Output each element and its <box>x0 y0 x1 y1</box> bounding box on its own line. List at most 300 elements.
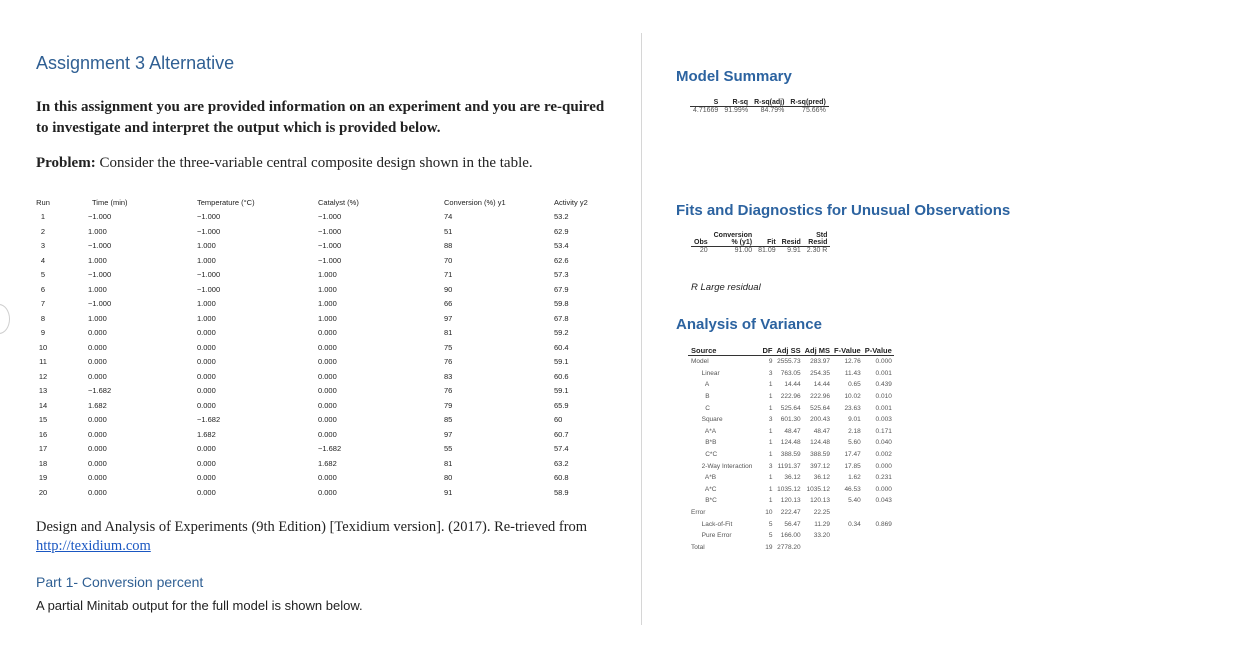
anova-cell: 525.64 <box>780 404 801 412</box>
design-table-row <box>20 369 614 384</box>
design-table-cell: 81 <box>444 328 453 338</box>
fits-heading: Fits and Diagnostics for Unusual Observations <box>676 202 1011 219</box>
design-table-cell: 0.000 <box>88 473 107 483</box>
design-table-cell: 0.000 <box>318 429 337 439</box>
design-table-cell: 60 <box>554 415 563 425</box>
large-residual-note: R Large residual <box>691 282 761 293</box>
design-table-cell: 83 <box>444 371 453 381</box>
anova-cell: B*C <box>698 497 717 505</box>
design-table-row <box>20 239 614 254</box>
anova-cell: 1.62 <box>848 474 861 482</box>
model-summary-header-cell: R-sq(adj) <box>751 99 787 107</box>
anova-cell: 388.59 <box>780 451 801 459</box>
anova-cell: 9 <box>768 358 773 366</box>
problem-statement <box>36 155 533 172</box>
anova-cell: Error <box>691 509 706 517</box>
fits-header-top-cell: Conversion <box>713 232 753 239</box>
design-table-cell: 0.000 <box>197 487 216 497</box>
design-table-cell: −1.000 <box>88 299 112 309</box>
anova-cell: 0.043 <box>875 497 892 505</box>
design-table-cell: 66 <box>444 299 453 309</box>
design-table-cell: −1.000 <box>88 270 112 280</box>
anova-cell: Total <box>691 543 705 551</box>
design-table-cell: 1.000 <box>318 299 337 309</box>
model-summary-table-container <box>690 99 829 114</box>
fits-data-cell: 9.91 <box>787 247 801 254</box>
design-table-cell: 53.4 <box>554 241 569 251</box>
problem-label: Problem: <box>36 155 96 171</box>
anova-cell: 1 <box>768 451 773 459</box>
anova-cell: 0.040 <box>875 439 892 447</box>
design-table-cell: 19 <box>38 473 48 483</box>
design-table-cell: 1.000 <box>88 313 107 323</box>
design-table-cell: 90 <box>444 284 453 294</box>
anova-cell: 0.65 <box>848 381 861 389</box>
reference-link[interactable]: http://texidium.com <box>36 538 151 554</box>
design-table-cell: 13 <box>38 386 48 396</box>
anova-cell: 1 <box>768 393 773 401</box>
anova-cell: 48.47 <box>813 427 831 435</box>
design-table-cell: 1.000 <box>88 255 107 265</box>
anova-cell <box>863 507 894 519</box>
design-table-cell: 1.000 <box>197 241 216 251</box>
design-table-cell: 60.6 <box>554 371 569 381</box>
fits-header-row <box>691 239 830 247</box>
anova-cell: 10 <box>765 509 773 517</box>
design-table-cell: −1.000 <box>318 212 342 222</box>
anova-cell: 14.44 <box>813 381 831 389</box>
design-table-cell: −1.682 <box>197 415 221 425</box>
design-table-cell: 97 <box>444 429 453 439</box>
design-table-cell: −1.000 <box>197 226 221 236</box>
fits-data-row <box>691 247 830 255</box>
anova-cell: 10.02 <box>844 393 861 401</box>
design-table-cell: 0.000 <box>197 444 216 454</box>
design-table-header-row <box>20 195 614 210</box>
design-table-row <box>20 384 614 399</box>
design-table-cell: 70 <box>444 255 453 265</box>
anova-cell: 254.35 <box>810 369 831 377</box>
design-table-cell: 1.682 <box>318 458 337 468</box>
anova-cell: 763.05 <box>780 369 801 377</box>
anova-cell: 11.29 <box>814 520 831 528</box>
anova-cell: 120.13 <box>780 497 801 505</box>
anova-cell: 46.53 <box>844 485 861 493</box>
fits-header-top-cell <box>779 232 804 239</box>
anova-cell: A*A <box>698 427 717 435</box>
model-summary-table <box>690 99 829 114</box>
side-scroll-handle[interactable] <box>0 304 10 334</box>
anova-cell: 5 <box>768 532 773 540</box>
anova-cell: 5.40 <box>848 497 861 505</box>
anova-row <box>688 530 894 542</box>
design-table-cell: 1.000 <box>197 313 216 323</box>
design-table-cell: 0.000 <box>197 328 216 338</box>
design-table-cell: 81 <box>444 458 453 468</box>
design-table-row <box>20 471 614 486</box>
anova-row <box>688 437 894 449</box>
model-summary-header-row <box>690 99 829 107</box>
anova-cell: 124.48 <box>780 439 801 447</box>
anova-cell: 0.000 <box>875 358 892 366</box>
anova-cell: 0.171 <box>875 427 892 435</box>
model-summary-value-cell: 75.66% <box>802 107 826 114</box>
design-table-cell: 14 <box>38 400 48 410</box>
anova-cell: 0.001 <box>875 404 892 412</box>
fits-header-top-cell <box>691 232 711 239</box>
intro-paragraph: In this assignment you are provided information on an experiment and you are re-quired to investigate and interpret the output which is provided below. <box>36 99 605 136</box>
anova-cell: 36.12 <box>813 474 831 482</box>
anova-cell: 0.000 <box>875 462 892 470</box>
anova-cell: B <box>698 393 710 401</box>
anova-row <box>688 402 894 414</box>
anova-cell: 0.231 <box>875 474 892 482</box>
design-table-cell: 9 <box>40 328 46 338</box>
design-table-cell: 55 <box>444 444 453 454</box>
anova-cell: 283.97 <box>810 358 831 366</box>
design-table-cell: −1.000 <box>318 241 342 251</box>
design-table-row <box>20 413 614 428</box>
design-table-cell: 0.000 <box>318 415 337 425</box>
anova-row <box>688 379 894 391</box>
anova-row <box>688 518 894 530</box>
design-table-cell: 1.000 <box>88 226 107 236</box>
design-table-cell: −1.000 <box>197 284 221 294</box>
design-table-cell: 17 <box>38 444 48 454</box>
reference-text: Design and Analysis of Experiments (9th Edition) [Texidium version]. (2017). Re-trieved from <box>36 519 588 535</box>
design-table-cell: 0.000 <box>88 371 107 381</box>
design-table-cell: 0.000 <box>197 342 216 352</box>
model-summary-header-cell: R-sq <box>721 99 751 107</box>
design-table-row <box>20 398 614 413</box>
model-summary-value-row <box>690 107 829 115</box>
anova-cell: 0.439 <box>875 381 892 389</box>
design-table-cell: 12 <box>38 371 48 381</box>
design-table-cell: 0.000 <box>197 386 216 396</box>
design-table-cell: 57.3 <box>554 270 569 280</box>
design-table-row <box>20 282 614 297</box>
anova-row <box>688 426 894 438</box>
anova-cell: 397.12 <box>810 462 831 470</box>
design-table-cell: 0.000 <box>197 357 216 367</box>
anova-cell <box>832 507 863 519</box>
anova-cell: A*B <box>698 474 717 482</box>
anova-cell: 2-Way Interaction <box>698 462 753 470</box>
design-table-cell: 0.000 <box>318 400 337 410</box>
anova-row <box>688 507 894 519</box>
anova-cell: 1 <box>768 497 773 505</box>
anova-header-cell: Source <box>688 346 760 356</box>
design-table-row <box>20 210 614 225</box>
model-summary-header-cell: S <box>690 99 721 107</box>
anova-row <box>688 472 894 484</box>
design-table-cell: 59.1 <box>554 357 569 367</box>
design-table-cell: 0.000 <box>88 487 107 497</box>
anova-header-row <box>688 346 894 356</box>
anova-cell: 36.12 <box>784 474 801 482</box>
design-table-cell: 2 <box>40 226 46 236</box>
anova-cell: 48.47 <box>784 427 801 435</box>
design-table-cell: 4 <box>40 255 46 265</box>
anova-cell: 17.47 <box>844 451 861 459</box>
anova-cell: 19 <box>765 543 773 551</box>
anova-cell: 0.002 <box>875 451 892 459</box>
design-table-cell: 76 <box>444 357 453 367</box>
anova-row <box>688 414 894 426</box>
design-table-cell: 0.000 <box>88 357 107 367</box>
fits-table-container <box>691 232 830 254</box>
anova-cell: B*B <box>698 439 717 447</box>
design-table-cell: 51 <box>444 226 453 236</box>
design-table-cell: 15 <box>38 415 48 425</box>
model-summary-heading: Model Summary <box>676 68 792 85</box>
anova-cell: 0.001 <box>875 369 892 377</box>
anova-cell: 525.64 <box>810 404 831 412</box>
design-table-cell: 0.000 <box>318 357 337 367</box>
anova-heading: Analysis of Variance <box>676 316 822 333</box>
anova-cell: 17.85 <box>844 462 861 470</box>
anova-cell: 0.34 <box>848 520 861 528</box>
design-table-cell: 0.000 <box>88 342 107 352</box>
fits-header-cell: Resid <box>779 239 804 247</box>
anova-cell: 3 <box>768 369 773 377</box>
anova-header-cell: P-Value <box>864 346 892 355</box>
anova-row <box>688 460 894 472</box>
anova-cell: A <box>698 381 710 389</box>
design-table-container <box>20 195 614 500</box>
design-table-cell: −1.000 <box>318 226 342 236</box>
design-table-cell: 88 <box>444 241 453 251</box>
design-table-cell: 85 <box>444 415 453 425</box>
anova-cell: Linear <box>698 369 720 377</box>
anova-cell: 1191.37 <box>777 462 801 470</box>
anova-cell: 0.000 <box>875 485 892 493</box>
design-table-cell: 67.8 <box>554 313 569 323</box>
anova-cell: 0.003 <box>875 416 892 424</box>
anova-cell: 166.00 <box>780 532 801 540</box>
design-table-cell: 0.000 <box>88 444 107 454</box>
design-table-cell: 65.9 <box>554 400 569 410</box>
design-table-cell: 5 <box>40 270 46 280</box>
design-table-cell: 0.000 <box>318 487 337 497</box>
anova-header-cell: Adj SS <box>776 346 801 355</box>
design-table-cell: 1.682 <box>197 429 216 439</box>
design-table-cell: 59.2 <box>554 328 569 338</box>
design-table-row <box>20 427 614 442</box>
design-table-row <box>20 297 614 312</box>
design-table-cell: 1.682 <box>88 400 107 410</box>
anova-header-cell: Adj MS <box>804 346 831 355</box>
problem-text: Consider the three-variable central composite design shown in the table. <box>99 155 533 171</box>
model-summary-value-cell: 84.79% <box>760 107 785 114</box>
anova-cell: 0.010 <box>875 393 892 401</box>
design-table-row <box>20 442 614 457</box>
model-summary-value-cell: 91.99% <box>724 107 749 114</box>
design-table-cell: −1.000 <box>197 270 221 280</box>
design-table-row <box>20 311 614 326</box>
anova-row <box>688 391 894 403</box>
design-table-cell: −1.000 <box>197 212 221 222</box>
design-table-cell: 18 <box>38 458 48 468</box>
anova-cell: 12.76 <box>844 358 861 366</box>
design-table-cell: 0.000 <box>197 400 216 410</box>
design-table-cell: 1.000 <box>318 284 337 294</box>
design-table-cell: 60.8 <box>554 473 569 483</box>
design-table-cell: 59.1 <box>554 386 569 396</box>
fits-header-top-row <box>691 232 830 239</box>
fits-header-cell: Obs <box>691 239 711 247</box>
anova-cell: Square <box>698 416 723 424</box>
model-summary-value-cell: 4.71669 <box>693 107 719 114</box>
design-table-header-cell: Catalyst (%) <box>318 197 359 207</box>
design-table-cell: 1.000 <box>88 284 107 294</box>
design-table-cell: 0.000 <box>88 458 107 468</box>
fits-header-top-cell: Std <box>816 232 828 239</box>
design-table-cell: 75 <box>444 342 453 352</box>
design-table-cell: 0.000 <box>197 473 216 483</box>
anova-cell: 1035.12 <box>806 485 831 493</box>
fits-header-cell: Resid <box>804 239 831 247</box>
anova-cell: 200.43 <box>810 416 831 424</box>
anova-cell: 0.869 <box>875 520 892 528</box>
design-table-cell: −1.000 <box>88 212 112 222</box>
anova-cell: 2778.20 <box>777 543 801 551</box>
fits-data-cell: 81.09 <box>758 247 776 254</box>
document-title: Assignment 3 Alternative <box>36 53 235 73</box>
fits-data-cell: 2.30 R <box>806 247 828 254</box>
anova-cell: Model <box>691 358 709 366</box>
design-table-cell: 74 <box>444 212 453 222</box>
design-table-cell: 0.000 <box>88 429 107 439</box>
anova-row <box>688 368 894 380</box>
anova-cell: C <box>698 404 710 412</box>
anova-cell: A*C <box>698 485 717 493</box>
design-table-cell: 53.2 <box>554 212 569 222</box>
design-table-cell: 1 <box>40 212 46 222</box>
anova-cell: 1035.12 <box>777 485 801 493</box>
anova-cell: 33.20 <box>813 532 831 540</box>
anova-cell: 56.47 <box>784 520 801 528</box>
anova-cell: 222.47 <box>780 509 801 517</box>
fits-data-cell: 91.00 <box>734 247 753 254</box>
anova-cell: Pure Error <box>698 532 732 540</box>
anova-cell: 124.48 <box>810 439 831 447</box>
design-table-cell: 80 <box>444 473 453 483</box>
design-table-row <box>20 355 614 370</box>
anova-row <box>688 542 894 554</box>
design-table-cell: −1.000 <box>88 241 112 251</box>
design-table-cell: 0.000 <box>318 386 337 396</box>
design-table-cell: 97 <box>444 313 453 323</box>
page-divider <box>641 33 642 625</box>
design-table-cell: 1.000 <box>318 270 337 280</box>
design-table-row <box>20 224 614 239</box>
anova-cell: 222.96 <box>810 393 831 401</box>
design-table-cell: 0.000 <box>318 342 337 352</box>
anova-cell: 5 <box>768 520 773 528</box>
anova-row <box>688 356 894 368</box>
design-table-cell: 0.000 <box>197 371 216 381</box>
design-table-cell: 71 <box>444 270 453 280</box>
design-table-cell: 0.000 <box>318 371 337 381</box>
fits-data-cell: 20 <box>699 247 708 254</box>
anova-cell: 23.63 <box>844 404 861 412</box>
design-table-cell: 60.4 <box>554 342 569 352</box>
anova-cell: 22.25 <box>813 509 831 517</box>
design-table-cell: −1.000 <box>318 255 342 265</box>
anova-cell: 2555.73 <box>777 358 801 366</box>
anova-cell: 120.13 <box>810 497 831 505</box>
design-table-cell: 6 <box>40 284 46 294</box>
anova-cell: 2.18 <box>848 427 861 435</box>
anova-row <box>688 449 894 461</box>
design-table-cell: 76 <box>444 386 453 396</box>
anova-header-cell: F-Value <box>834 346 861 355</box>
anova-row <box>688 484 894 496</box>
anova-cell: C*C <box>698 451 718 459</box>
design-table-cell: 63.2 <box>554 458 569 468</box>
anova-cell <box>832 530 863 542</box>
design-table-cell: 91 <box>444 487 453 497</box>
model-summary-header-cell: R-sq(pred) <box>787 99 828 107</box>
design-table-cell: 59.8 <box>554 299 569 309</box>
anova-cell: 222.96 <box>780 393 801 401</box>
anova-cell: 1 <box>768 381 773 389</box>
anova-cell: 601.30 <box>780 416 801 424</box>
design-table-cell: 58.9 <box>554 487 569 497</box>
fits-header-cell: % (y1) <box>711 239 756 247</box>
anova-cell: 11.43 <box>844 369 861 377</box>
design-table-cell: 67.9 <box>554 284 569 294</box>
design-table-cell: 62.6 <box>554 255 569 265</box>
design-table-cell: 16 <box>38 429 48 439</box>
design-table-cell: 3 <box>40 241 46 251</box>
design-table-row <box>20 456 614 471</box>
anova-cell: 1 <box>768 404 773 412</box>
design-table-cell: 11 <box>39 357 47 367</box>
design-table-header-cell: Activity y2 <box>554 197 588 207</box>
anova-cell: Lack-of-Fit <box>698 520 733 528</box>
design-table-cell: −1.682 <box>88 386 112 396</box>
design-table-header-cell: Temperature (°C) <box>197 197 255 207</box>
design-table-cell: 0.000 <box>318 328 337 338</box>
design-table-header-cell: Time (min) <box>92 197 128 207</box>
design-table-cell: 62.9 <box>554 226 569 236</box>
anova-cell <box>803 542 832 554</box>
design-table-cell: 60.7 <box>554 429 569 439</box>
anova-cell: 388.59 <box>810 451 831 459</box>
anova-cell: 3 <box>768 462 773 470</box>
design-table-cell: 1.000 <box>197 255 216 265</box>
fits-table <box>691 232 830 254</box>
design-table-cell: 0.000 <box>318 473 337 483</box>
design-table-header-cell: Run <box>36 197 50 207</box>
design-table-row <box>20 340 614 355</box>
partial-output-text: A partial Minitab output for the full model is shown below. <box>36 598 363 613</box>
anova-cell: 1 <box>768 439 773 447</box>
design-table-cell: 0.000 <box>88 415 107 425</box>
design-table-cell: 0.000 <box>197 458 216 468</box>
reference-citation <box>36 518 596 556</box>
anova-cell <box>832 542 863 554</box>
anova-cell <box>863 530 894 542</box>
design-table-cell: 79 <box>444 400 453 410</box>
anova-cell: 14.44 <box>784 381 801 389</box>
anova-table-container <box>688 346 894 553</box>
design-table-row <box>20 326 614 341</box>
anova-cell: 9.01 <box>848 416 861 424</box>
design-table-header-cell: Conversion (%) y1 <box>444 197 506 207</box>
